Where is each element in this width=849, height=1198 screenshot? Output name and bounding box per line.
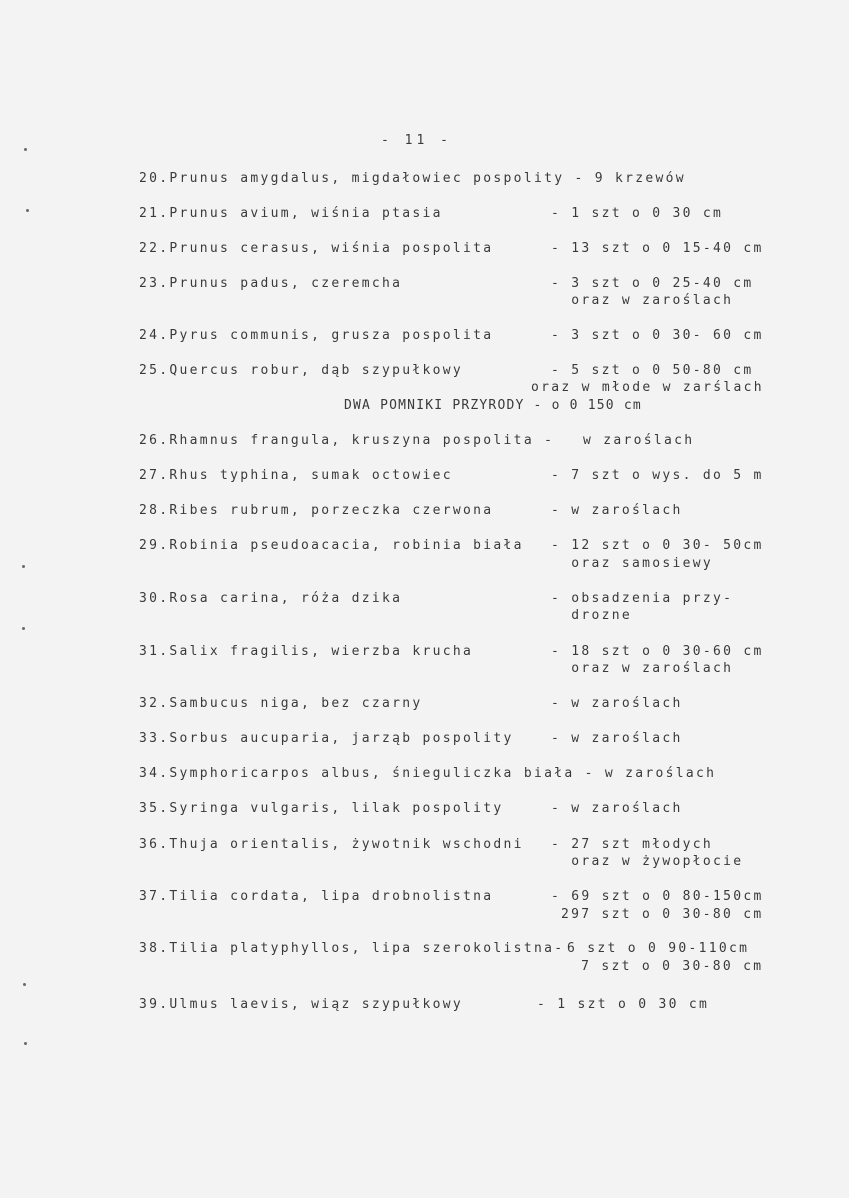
scan-speck bbox=[23, 983, 26, 986]
scan-speck bbox=[24, 148, 27, 151]
entry-38: 38.Tilia platyphyllos, lipa szerokolistna- bbox=[139, 941, 565, 956]
entry-37: 37.Tilia cordata, lipa drobnolistna bbox=[139, 889, 494, 904]
entry-29: 29.Robinia pseudoacacia, robinia biała bbox=[139, 538, 524, 553]
entry-26-detail: w zaroślach bbox=[583, 433, 695, 448]
entry-29-detail-1: - 12 szt o 0 30- 50cm bbox=[551, 538, 764, 553]
scan-speck bbox=[22, 627, 25, 630]
entry-28-detail: - w zaroślach bbox=[551, 503, 683, 518]
entry-25-monuments: DWA POMNIKI PRZYRODY - o 0 150 cm bbox=[344, 398, 642, 413]
entry-32: 32.Sambucus niga, bez czarny bbox=[139, 696, 423, 711]
entry-23-detail-2: oraz w zaroślach bbox=[551, 293, 734, 308]
entry-35: 35.Syringa vulgaris, lilak pospolity bbox=[139, 801, 504, 816]
entry-21-detail: - 1 szt o 0 30 cm bbox=[551, 206, 724, 221]
entry-28: 28.Ribes rubrum, porzeczka czerwona bbox=[139, 503, 494, 518]
entry-36-detail-2: oraz w żywopłocie bbox=[551, 854, 744, 869]
entry-26: 26.Rhamnus frangula, kruszyna pospolita - bbox=[139, 433, 555, 448]
entry-30-detail-2: drozne bbox=[551, 608, 633, 623]
entry-29-detail-2: oraz samosiewy bbox=[551, 556, 714, 571]
entry-25: 25.Quercus robur, dąb szypułkowy bbox=[139, 363, 464, 378]
entry-23: 23.Prunus padus, czeremcha bbox=[139, 276, 403, 291]
entry-30-detail-1: - obsadzenia przy- bbox=[551, 591, 734, 606]
entry-31-detail-2: oraz w zaroślach bbox=[551, 661, 734, 676]
entry-25-detail-2: oraz w młode w zarślach bbox=[531, 380, 764, 395]
entry-39: 39.Ulmus laevis, wiąz szypułkowy bbox=[139, 997, 464, 1012]
entry-38-detail-1: 6 szt o 0 90-110cm bbox=[567, 941, 750, 956]
entry-38-detail-2: 7 szt o 0 30-80 cm bbox=[571, 959, 764, 974]
entry-37-detail-1: - 69 szt o 0 80-150cm bbox=[551, 889, 764, 904]
entry-27: 27.Rhus typhina, sumak octowiec bbox=[139, 468, 453, 483]
entry-36: 36.Thuja orientalis, żywotnik wschodni bbox=[139, 837, 524, 852]
entry-32-detail: - w zaroślach bbox=[551, 696, 683, 711]
scan-speck bbox=[26, 209, 29, 212]
entry-33-detail: - w zaroślach bbox=[551, 731, 683, 746]
entry-20: 20.Prunus amygdalus, migdałowiec pospolity - 9 krzewów bbox=[139, 171, 686, 186]
entry-31-detail-1: - 18 szt o 0 30-60 cm bbox=[551, 644, 764, 659]
entry-39-detail: - 1 szt o 0 30 cm bbox=[537, 997, 710, 1012]
entry-36-detail-1: - 27 szt młodych bbox=[551, 837, 714, 852]
entry-30: 30.Rosa carina, róża dzika bbox=[139, 591, 403, 606]
entry-21: 21.Prunus avium, wiśnia ptasia bbox=[139, 206, 443, 221]
page-number: - 11 - bbox=[381, 133, 452, 148]
scan-speck bbox=[24, 1042, 27, 1045]
entry-31: 31.Salix fragilis, wierzba krucha bbox=[139, 644, 474, 659]
entry-34: 34.Symphoricarpos albus, śnieguliczka biała - w zaroślach bbox=[139, 766, 717, 781]
scan-speck bbox=[22, 565, 25, 568]
entry-27-detail: - 7 szt o wys. do 5 m bbox=[551, 468, 764, 483]
entry-23-detail-1: - 3 szt o 0 25-40 cm bbox=[551, 276, 754, 291]
entry-33: 33.Sorbus aucuparia, jarząb pospolity bbox=[139, 731, 514, 746]
entry-22-detail: - 13 szt o 0 15-40 cm bbox=[551, 241, 764, 256]
entry-37-detail-2: 297 szt o 0 30-80 cm bbox=[561, 907, 764, 922]
entry-25-detail: - 5 szt o 0 50-80 cm bbox=[551, 363, 754, 378]
entry-24: 24.Pyrus communis, grusza pospolita bbox=[139, 328, 494, 343]
entry-22: 22.Prunus cerasus, wiśnia pospolita bbox=[139, 241, 494, 256]
entry-24-detail: - 3 szt o 0 30- 60 cm bbox=[551, 328, 764, 343]
entry-35-detail: - w zaroślach bbox=[551, 801, 683, 816]
